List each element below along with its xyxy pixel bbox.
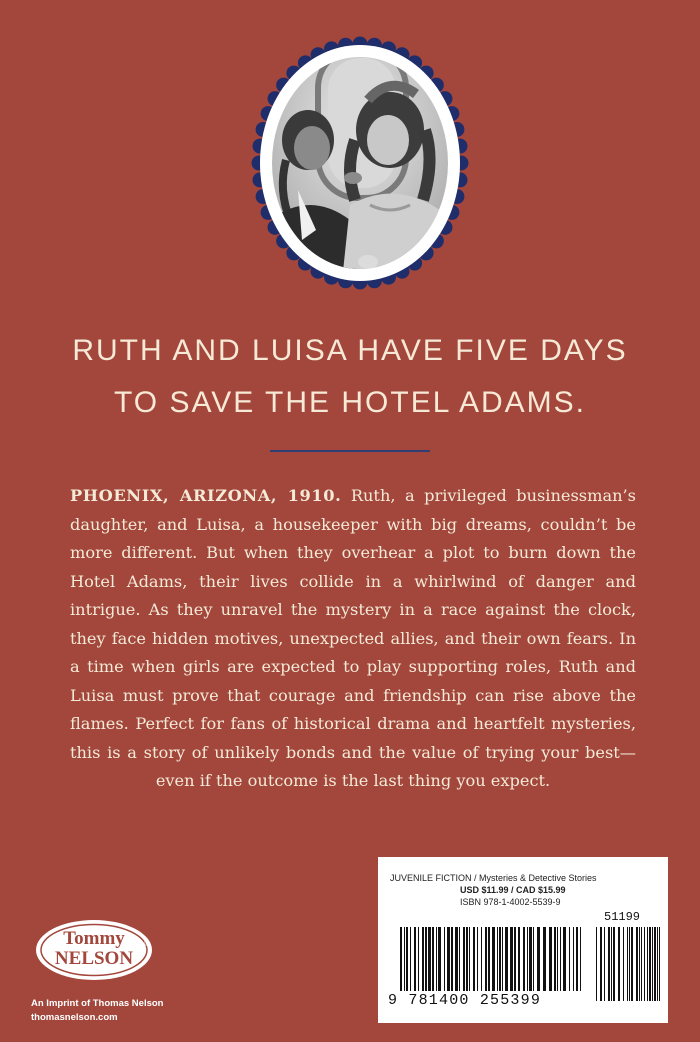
bisac-category: JUVENILE FICTION / Mysteries & Detective Stories: [390, 873, 597, 883]
logo-text-nelson: NELSON: [54, 948, 134, 969]
publisher-website: thomasnelson.com: [31, 1012, 118, 1023]
price-addon-code: 51199: [604, 910, 641, 924]
description-body: Ruth, a privileged businessman’s daughter, and Luisa, a housekeeper with big dreams, couldn’t be more different. But when they overhear a plot to burn down the Hotel Adams, their lives collide in a whirlwind of danger and intrigue. As they unravel the mystery in a race against the clock, they face hidden motives, unexpected allies, and their own fears. In a time when girls are expected to play supporting roles, Ruth and Luisa must prove that courage and friendship can rise above the flames. Perfect for fans of historical drama and heartfelt mysteries, this is a story of unlikely bonds and the value of trying your best—even if the outcome is the last thing you expect.: [70, 486, 636, 790]
logo-text-tommy: Tommy: [63, 928, 125, 949]
isbn-line: ISBN 978-1-4002-5539-9: [460, 897, 561, 907]
price-line: USD $11.99 / CAD $15.99: [460, 885, 566, 895]
publisher-imprint: [31, 997, 171, 1025]
imprint-line: An Imprint of Thomas Nelson: [31, 998, 164, 1009]
barcode-digits: 9 781400 255399: [388, 992, 542, 1009]
description-lead: PHOENIX, ARIZONA, 1910.: [70, 486, 342, 505]
book-description: [70, 482, 636, 796]
tagline: [0, 325, 700, 429]
tagline-line-2: TO SAVE THE HOTEL ADAMS.: [114, 386, 586, 419]
illustration-frame: [250, 30, 470, 300]
barcode-panel: [378, 857, 668, 1023]
divider: [270, 450, 430, 452]
cover-illustration: [250, 30, 470, 300]
tagline-line-1: RUTH AND LUISA HAVE FIVE DAYS: [72, 334, 628, 367]
logo-registered-mark: ®: [144, 939, 150, 948]
